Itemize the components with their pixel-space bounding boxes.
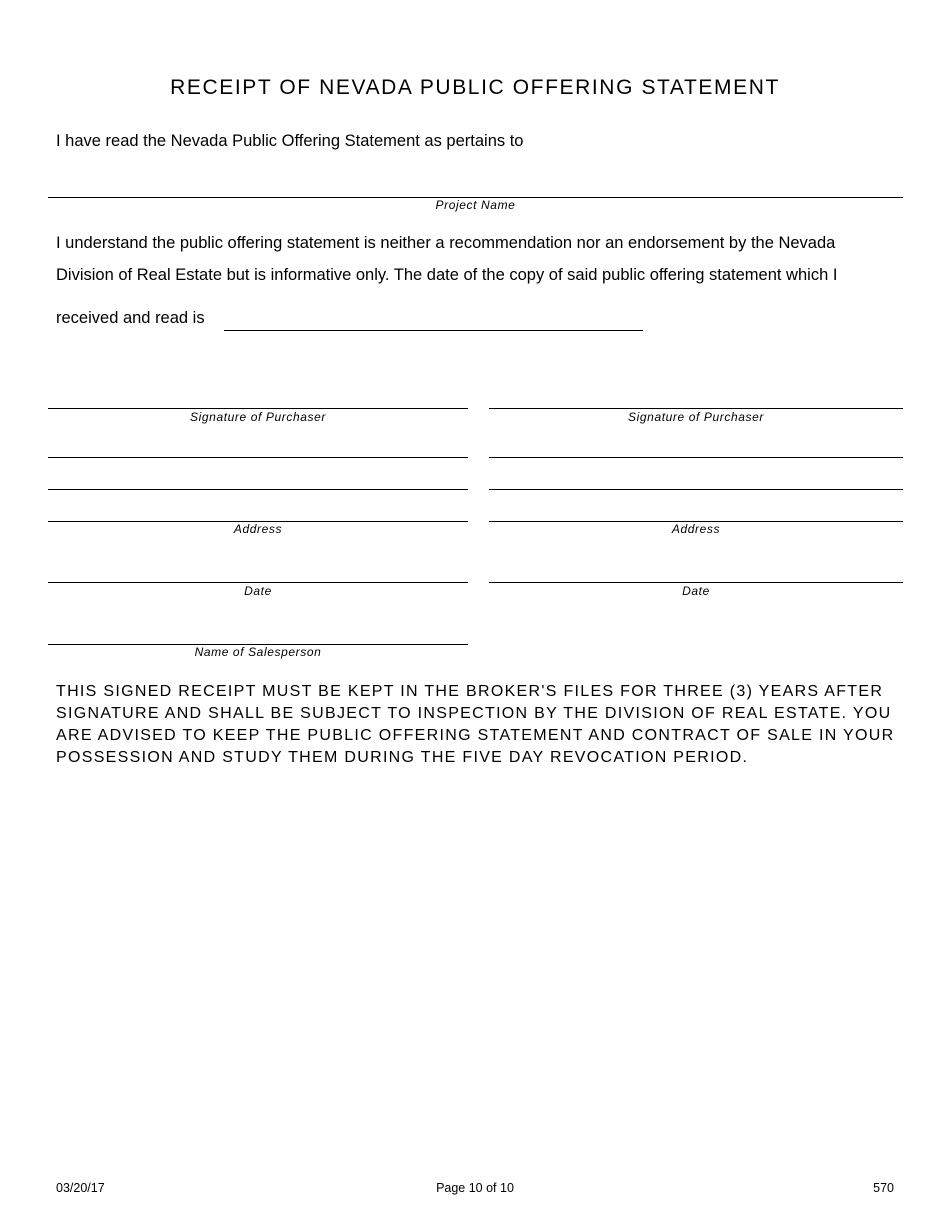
right-address-line-1[interactable] <box>489 457 903 458</box>
left-address-line-2[interactable] <box>48 489 468 490</box>
received-date-field[interactable] <box>224 330 643 331</box>
left-signature-label: Signature of Purchaser <box>190 410 326 424</box>
page-title: RECEIPT OF NEVADA PUBLIC OFFERING STATEMENT <box>170 76 780 99</box>
footer-form-number: 570 <box>873 1181 894 1195</box>
footer-date: 03/20/17 <box>56 1181 105 1195</box>
left-signature-field[interactable] <box>48 408 468 409</box>
project-name-label: Project Name <box>435 198 516 212</box>
intro-text: I have read the Nevada Public Offering Statement as pertains to <box>56 132 524 150</box>
left-date-field[interactable] <box>48 582 468 583</box>
left-date-label: Date <box>244 584 272 598</box>
right-signature-field[interactable] <box>489 408 903 409</box>
right-signature-label: Signature of Purchaser <box>628 410 764 424</box>
left-address-label: Address <box>233 522 283 536</box>
right-date-field[interactable] <box>489 582 903 583</box>
footer-page-number: Page 10 of 10 <box>436 1181 514 1195</box>
understand-text-line-2: Division of Real Estate but is informative only. The date of the copy of said public offering statement which I <box>56 266 838 284</box>
salesperson-label: Name of Salesperson <box>194 645 322 659</box>
right-date-label: Date <box>682 584 710 598</box>
understand-text-line-1: I understand the public offering statement is neither a recommendation nor an endorsement by the Nevada <box>56 234 836 252</box>
retention-notice: THIS SIGNED RECEIPT MUST BE KEPT IN THE BROKER'S FILES FOR THREE (3) YEARS AFTER SIGNATURE AND SHALL BE SUBJECT TO INSPECTION BY THE DIVISION OF REAL ESTATE. YOU ARE ADVISED TO KEEP THE PUBLIC OFFERING STATEMENT AND CONTRACT OF SALE IN YOUR POSSESSION AND STUDY THEM DURING THE FIVE DAY REVOCATION PERIOD. <box>56 683 895 766</box>
left-address-line-1[interactable] <box>48 457 468 458</box>
right-address-label: Address <box>671 522 721 536</box>
right-address-line-2[interactable] <box>489 489 903 490</box>
received-text: received and read is <box>56 309 205 327</box>
